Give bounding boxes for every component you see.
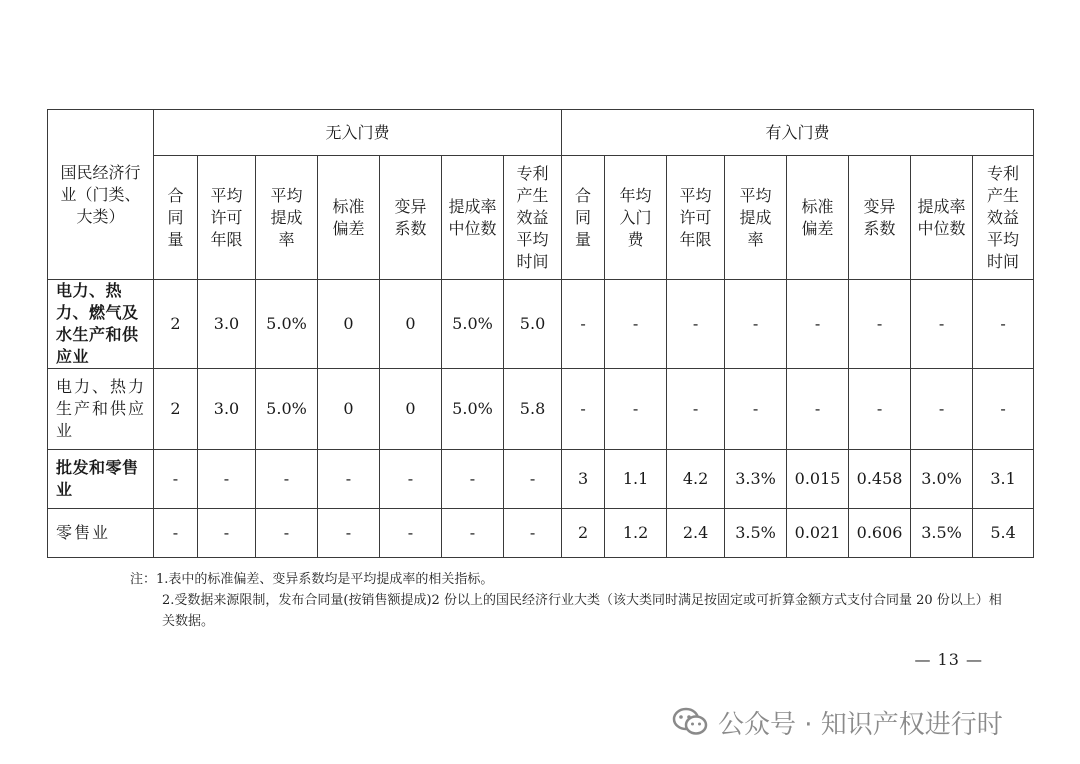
table-cell: - xyxy=(318,509,380,558)
table-cell: 0.606 xyxy=(849,509,911,558)
table-cell: 3.1 xyxy=(973,450,1034,509)
table-cell: 3.5% xyxy=(911,509,973,558)
col-header: 平均许可年限 xyxy=(667,156,725,280)
corner-header: 国民经济行业（门类、大类） xyxy=(48,110,154,280)
col-header: 专利产生效益平均时间 xyxy=(504,156,562,280)
table-cell: 3.0 xyxy=(198,369,256,450)
table-cell: 5.0% xyxy=(256,280,318,369)
col-header: 年均入门费 xyxy=(605,156,667,280)
table-cell: 2 xyxy=(154,369,198,450)
table-cell: - xyxy=(973,280,1034,369)
table-cell: 0.015 xyxy=(787,450,849,509)
table-cell: - xyxy=(380,450,442,509)
table-cell: - xyxy=(154,509,198,558)
table-cell: 3 xyxy=(562,450,605,509)
table-cell: - xyxy=(504,450,562,509)
table-cell: - xyxy=(605,369,667,450)
col-header: 平均提成率 xyxy=(256,156,318,280)
table-cell: - xyxy=(849,280,911,369)
col-header: 提成率中位数 xyxy=(442,156,504,280)
col-header: 变异系数 xyxy=(849,156,911,280)
table-cell: - xyxy=(318,450,380,509)
table-cell: - xyxy=(442,509,504,558)
table-cell: - xyxy=(605,280,667,369)
col-header: 提成率中位数 xyxy=(911,156,973,280)
col-header: 平均提成率 xyxy=(725,156,787,280)
table-cell: 3.0 xyxy=(198,280,256,369)
table-cell: 0 xyxy=(380,280,442,369)
table-cell: - xyxy=(849,369,911,450)
note-2: 2.受数据来源限制，发布合同量(按销售额提成)2 份以上的国民经济行业大类（该大类同时满足按固定或可折算金额方式支付合同量 20 份以上）相关数据。 xyxy=(162,593,1002,629)
table-row xyxy=(48,509,1034,558)
wechat-watermark xyxy=(672,702,1052,742)
table-cell: 2.4 xyxy=(667,509,725,558)
col-header: 变异系数 xyxy=(380,156,442,280)
table-cell: - xyxy=(256,509,318,558)
row-category: 电力、热力生产和供应业 xyxy=(48,369,154,450)
table-row xyxy=(48,369,1034,450)
table-cell: - xyxy=(973,369,1034,450)
table-cell: - xyxy=(256,450,318,509)
group-header-no-fee: 无入门费 xyxy=(154,110,562,156)
table-cell: - xyxy=(787,369,849,450)
page-number: — 13 — xyxy=(914,650,983,669)
row-category: 零售业 xyxy=(48,509,154,558)
table-cell: - xyxy=(562,280,605,369)
table-cell: 5.8 xyxy=(504,369,562,450)
table-cell: 1.2 xyxy=(605,509,667,558)
group-header-with-fee: 有入门费 xyxy=(562,110,1034,156)
note-1: 注：1.表中的标准偏差、变异系数均是平均提成率的相关指标。 xyxy=(130,572,494,587)
table-cell: 5.0% xyxy=(256,369,318,450)
watermark-text: 公众号 · 知识产权进行时 xyxy=(718,709,1003,740)
document-page xyxy=(47,109,1033,558)
row-category: 批发和零售业 xyxy=(48,450,154,509)
table-cell: - xyxy=(787,280,849,369)
col-header: 合同量 xyxy=(154,156,198,280)
table-cell: - xyxy=(504,509,562,558)
col-header: 标准偏差 xyxy=(318,156,380,280)
table-cell: 0 xyxy=(318,369,380,450)
table-cell: 1.1 xyxy=(605,450,667,509)
table-cell: 0 xyxy=(318,280,380,369)
wechat-icon xyxy=(672,707,708,737)
royalty-statistics-table xyxy=(47,109,1034,558)
col-header: 专利产生效益平均时间 xyxy=(973,156,1034,280)
table-row xyxy=(48,280,1034,369)
row-category: 电力、热力、燃气及水生产和供应业 xyxy=(48,280,154,369)
table-cell: 5.4 xyxy=(973,509,1034,558)
table-cell: - xyxy=(667,280,725,369)
col-header: 平均许可年限 xyxy=(198,156,256,280)
table-notes xyxy=(130,569,1010,632)
table-cell: - xyxy=(911,369,973,450)
table-cell: - xyxy=(562,369,605,450)
table-cell: - xyxy=(380,509,442,558)
col-header: 标准偏差 xyxy=(787,156,849,280)
table-cell: - xyxy=(442,450,504,509)
table-cell: 4.2 xyxy=(667,450,725,509)
table-cell: 3.3% xyxy=(725,450,787,509)
col-header: 合同量 xyxy=(562,156,605,280)
table-cell: 2 xyxy=(154,280,198,369)
table-cell: 5.0% xyxy=(442,280,504,369)
table-cell: 3.5% xyxy=(725,509,787,558)
table-cell: - xyxy=(154,450,198,509)
table-cell: - xyxy=(198,450,256,509)
table-cell: 3.0% xyxy=(911,450,973,509)
table-cell: - xyxy=(725,280,787,369)
table-cell: 5.0% xyxy=(442,369,504,450)
table-cell: - xyxy=(725,369,787,450)
table-cell: - xyxy=(667,369,725,450)
table-cell: 5.0 xyxy=(504,280,562,369)
table-cell: - xyxy=(911,280,973,369)
table-cell: - xyxy=(198,509,256,558)
table-cell: 2 xyxy=(562,509,605,558)
table-cell: 0 xyxy=(380,369,442,450)
table-row xyxy=(48,450,1034,509)
table-cell: 0.021 xyxy=(787,509,849,558)
table-cell: 0.458 xyxy=(849,450,911,509)
